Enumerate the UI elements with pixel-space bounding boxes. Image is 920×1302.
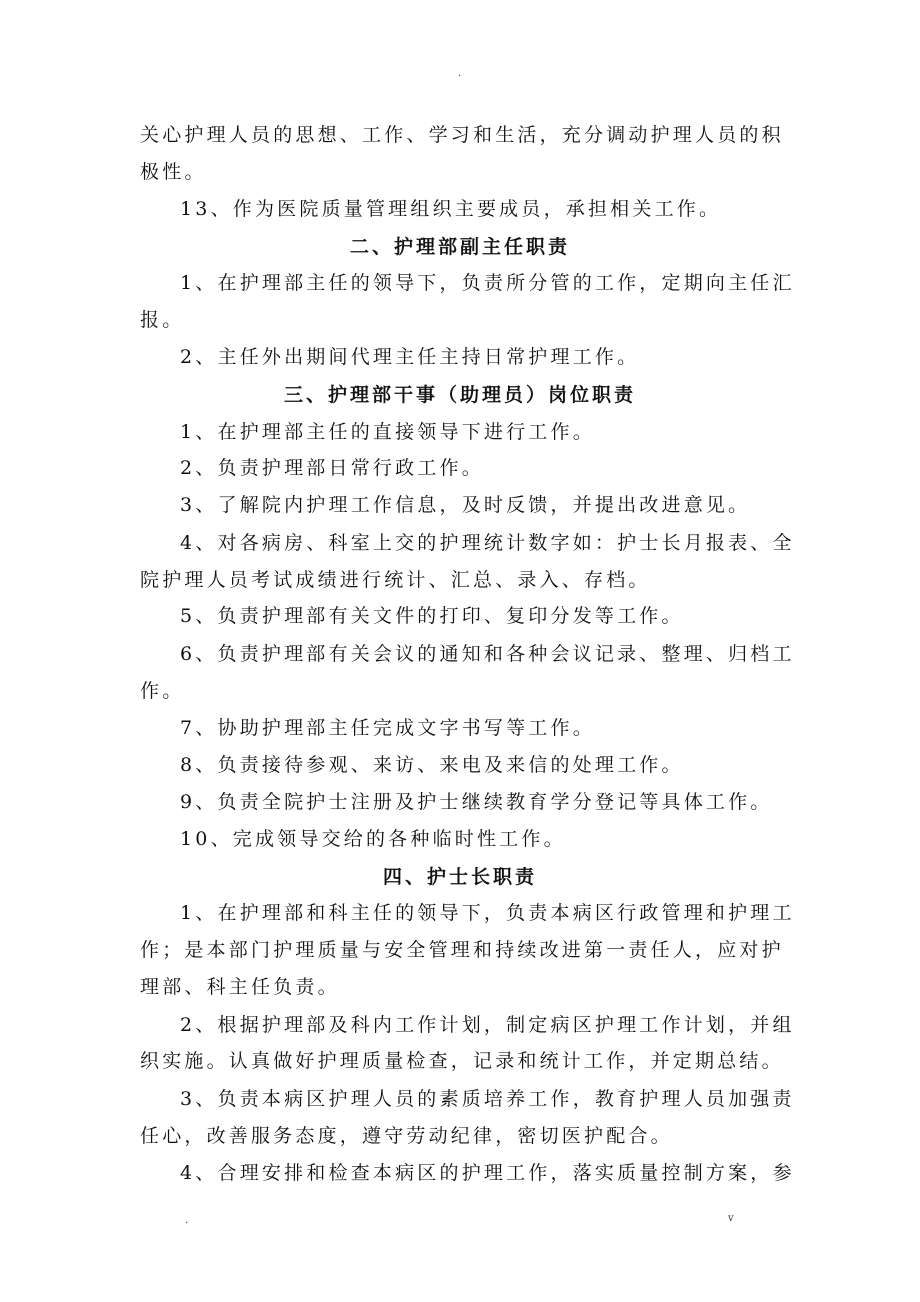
text-line: 13、作为医院质量管理组织主要成员，承担相关工作。 [180,198,722,220]
text-line: 4、合理安排和检查本病区的护理工作，落实质量控制方案，参 [180,1162,795,1184]
text-line: 作；是本部门护理质量与安全管理和持续改进第一责任人，应对护 [140,939,784,961]
footer-right-mark: v [728,1213,734,1224]
text-line: 1、在护理部和科主任的领导下，负责本病区行政管理和护理工 [180,902,795,924]
text-line: 5、负责护理部有关文件的打印、复印分发等工作。 [180,605,684,627]
text-line: 2、根据护理部及科内工作计划，制定病区护理工作计划，并组 [180,1014,795,1036]
text-line: 织实施。认真做好护理质量检查，记录和统计工作，并定期总结。 [140,1050,784,1072]
text-line: 理部、科主任负责。 [140,976,340,998]
text-line: 作。 [140,680,185,702]
text-line: 院护理人员考试成绩进行统计、汇总、录入、存档。 [140,569,651,591]
text-line: 9、负责全院护士注册及护士继续教育学分登记等具体工作。 [180,791,773,813]
text-line: 报。 [140,309,185,331]
text-line: 极性。 [140,161,207,183]
text-line: 1、在护理部主任的领导下，负责所分管的工作，定期向主任汇 [180,272,795,294]
text-line: 1、在护理部主任的直接领导下进行工作。 [180,421,595,443]
section-heading: 二、护理部副主任职责 [349,236,570,258]
text-line: 2、主任外出期间代理主任主持日常护理工作。 [180,346,640,368]
text-line: 任心，改善服务态度，遵守劳动纪律，密切医护配合。 [140,1125,673,1147]
text-line: 3、了解院内护理工作信息，及时反馈，并提出改进意见。 [180,494,751,516]
text-line: 7、协助护理部主任完成文字书写等工作。 [180,717,595,739]
text-line: 10、完成领导交给的各种临时性工作。 [180,828,566,850]
section-heading: 三、护理部干事（助理员）岗位职责 [283,384,636,406]
text-line: 6、负责护理部有关会议的通知和各种会议记录、整理、归档工 [180,643,795,665]
header-mark: . [458,68,462,79]
text-line: 3、负责本病区护理人员的素质培养工作，教育护理人员加强责 [180,1088,795,1110]
text-line: 关心护理人员的思想、工作、学习和生活，充分调动护理人员的积 [140,124,784,146]
text-line: 2、负责护理部日常行政工作。 [180,457,484,479]
section-heading: 四、护士长职责 [382,866,537,888]
footer-left-mark: . [185,1215,189,1226]
text-line: 4、对各病房、科室上交的护理统计数字如：护士长月报表、全 [180,532,795,554]
text-line: 8、负责接待参观、来访、来电及来信的处理工作。 [180,754,684,776]
